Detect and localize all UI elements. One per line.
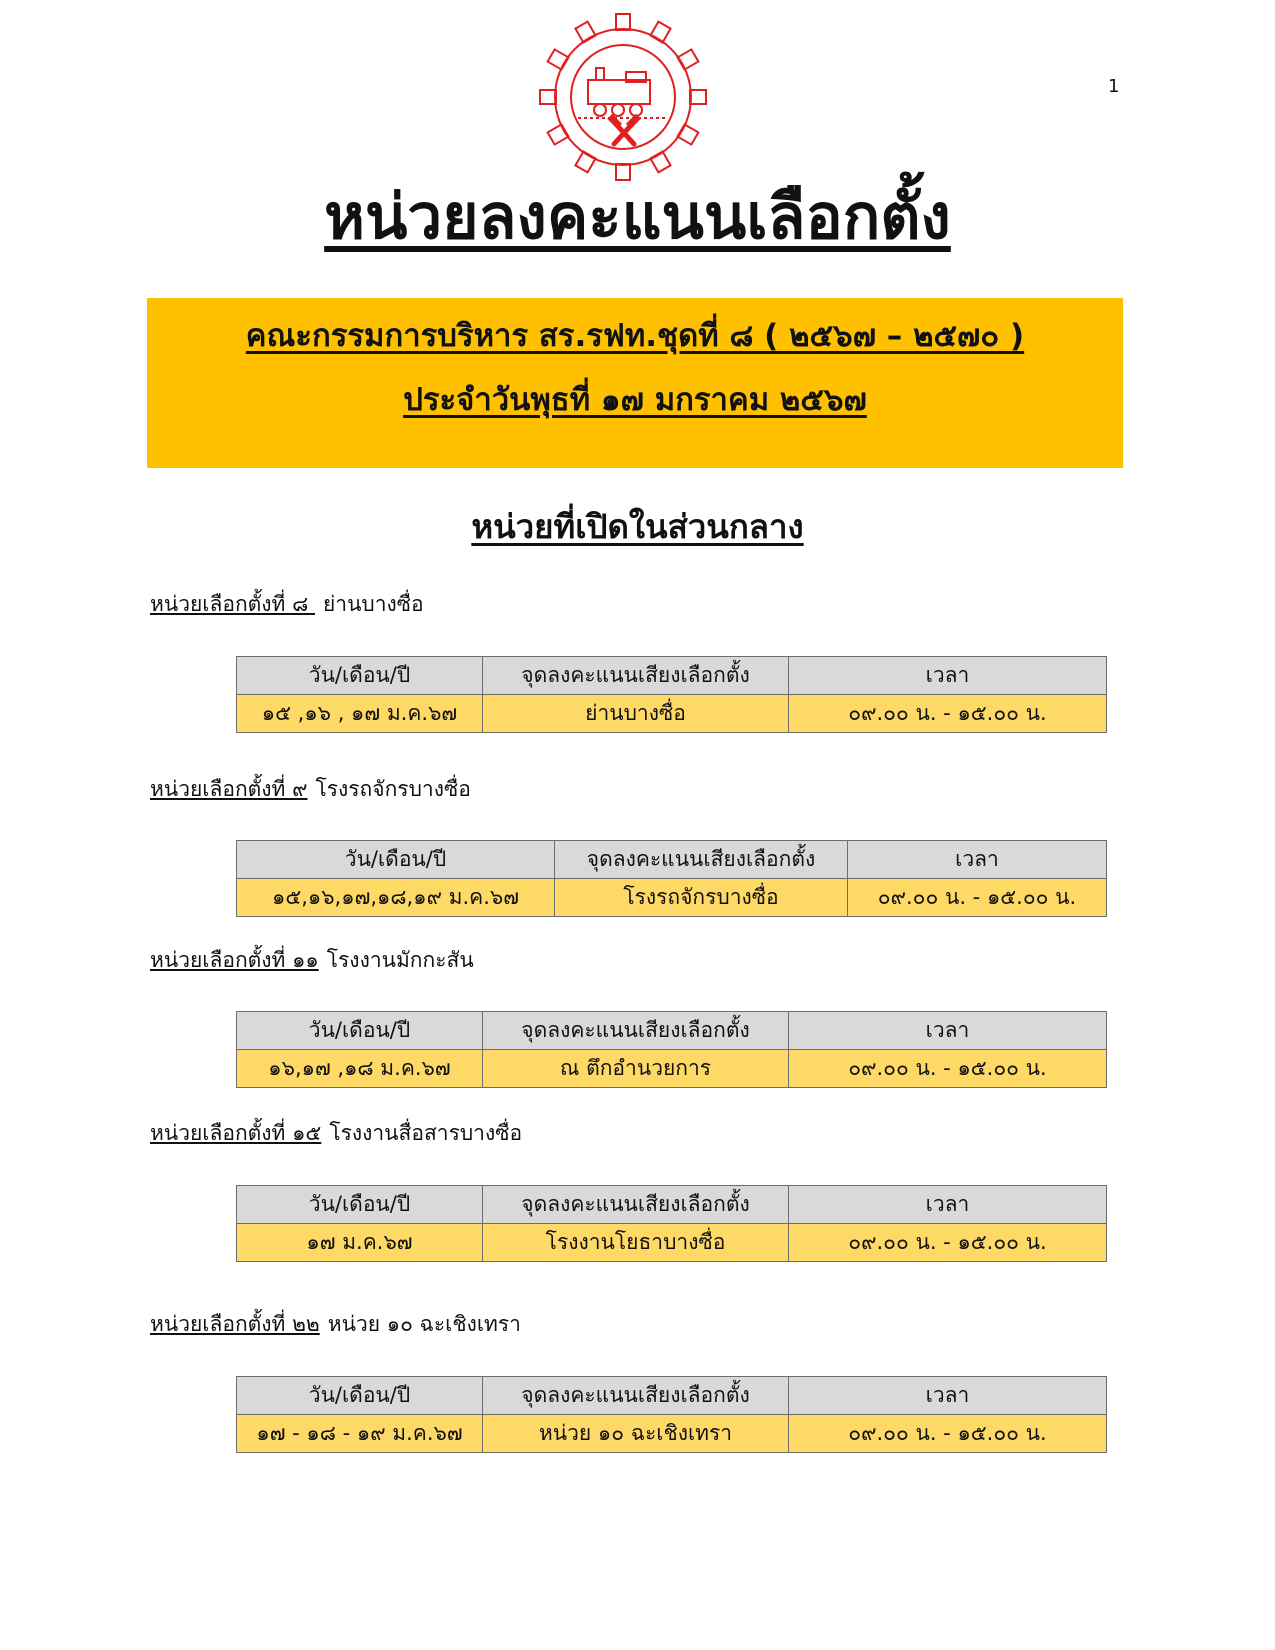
header-date: วัน/เดือน/ปี [237,1377,483,1415]
table-header-row [237,1186,1107,1224]
section-title: หน่วยที่เปิดในส่วนกลาง [471,507,804,546]
page-number: 1 [1108,76,1120,97]
header-location: จุดลงคะแนนเสียงเลือกตั้ง [483,657,789,695]
unit-heading [150,1308,521,1341]
schedule-table [236,840,1107,917]
cell-location: หน่วย ๑๐ ฉะเชิงเทรา [483,1415,789,1453]
unit-label: หน่วยเลือกตั้งที่ ๒๒ [150,1312,320,1336]
cell-time: ๐๙.๐๐ น. - ๑๕.๐๐ น. [789,1415,1107,1453]
cell-time: ๐๙.๐๐ น. - ๑๕.๐๐ น. [848,879,1107,917]
header-date: วัน/เดือน/ปี [237,841,555,879]
table-header-row [237,1012,1107,1050]
unit-heading [150,773,471,806]
header-date: วัน/เดือน/ปี [237,1012,483,1050]
unit-label: หน่วยเลือกตั้งที่ ๑๑ [150,948,319,972]
unit-name: โรงงานสื่อสารบางซื่อ [329,1121,523,1145]
banner-committee-line: คณะกรรมการบริหาร สร.รฟท.ชุดที่ ๘ ( ๒๕๖๗ – ๒๕๗๐ ) [245,318,1025,354]
unit-name: หน่วย ๑๐ ฉะเชิงเทรา [327,1312,521,1336]
cell-date: ๑๖,๑๗ ,๑๘ ม.ค.๖๗ [237,1050,483,1088]
unit-label: หน่วยเลือกตั้งที่ ๘ [150,592,315,616]
gear-logo-icon [538,12,708,182]
table-row [237,1224,1107,1262]
header-location: จุดลงคะแนนเสียงเลือกตั้ง [483,1377,789,1415]
union-gear-logo [538,12,708,182]
cell-date: ๑๗ ม.ค.๖๗ [237,1224,483,1262]
banner-date-line: ประจำวันพุธที่ ๑๗ มกราคม ๒๕๖๗ [403,382,867,418]
unit-name: โรงรถจักรบางซื่อ [315,777,471,801]
committee-banner [147,298,1123,468]
table-header-row [237,657,1107,695]
cell-date: ๑๕ ,๑๖ , ๑๗ ม.ค.๖๗ [237,695,483,733]
header-location: จุดลงคะแนนเสียงเลือกตั้ง [483,1186,789,1224]
schedule-table [236,1376,1107,1453]
cell-location: โรงงานโยธาบางซื่อ [483,1224,789,1262]
unit-name: ย่านบางซื่อ [322,592,424,616]
unit-label: หน่วยเลือกตั้งที่ ๙ [150,777,308,801]
header-date: วัน/เดือน/ปี [237,1186,483,1224]
table-row [237,879,1107,917]
header-date: วัน/เดือน/ปี [237,657,483,695]
header-location: จุดลงคะแนนเสียงเลือกตั้ง [483,1012,789,1050]
cell-time: ๐๙.๐๐ น. - ๑๕.๐๐ น. [789,695,1107,733]
cell-date: ๑๕,๑๖,๑๗,๑๘,๑๙ ม.ค.๖๗ [237,879,555,917]
cell-location: โรงรถจักรบางซื่อ [555,879,848,917]
unit-heading [150,1117,522,1150]
table-header-row [237,1377,1107,1415]
table-row [237,1415,1107,1453]
header-time: เวลา [789,657,1107,695]
header-time: เวลา [789,1186,1107,1224]
unit-heading [150,588,424,621]
cell-time: ๐๙.๐๐ น. - ๑๕.๐๐ น. [789,1224,1107,1262]
schedule-table [236,1011,1107,1088]
cell-time: ๐๙.๐๐ น. - ๑๕.๐๐ น. [789,1050,1107,1088]
page-title: หน่วยลงคะแนนเลือกตั้ง [324,180,951,253]
table-row [237,1050,1107,1088]
cell-date: ๑๗ - ๑๘ - ๑๙ ม.ค.๖๗ [237,1415,483,1453]
header-time: เวลา [848,841,1107,879]
table-header-row [237,841,1107,879]
schedule-table [236,1185,1107,1262]
header-location: จุดลงคะแนนเสียงเลือกตั้ง [555,841,848,879]
unit-label: หน่วยเลือกตั้งที่ ๑๕ [150,1121,322,1145]
schedule-table [236,656,1107,733]
unit-name: โรงงานมักกะสัน [326,948,474,972]
header-time: เวลา [789,1377,1107,1415]
table-row [237,695,1107,733]
header-time: เวลา [789,1012,1107,1050]
cell-location: ณ ตึกอำนวยการ [483,1050,789,1088]
cell-location: ย่านบางซื่อ [483,695,789,733]
unit-heading [150,944,474,977]
